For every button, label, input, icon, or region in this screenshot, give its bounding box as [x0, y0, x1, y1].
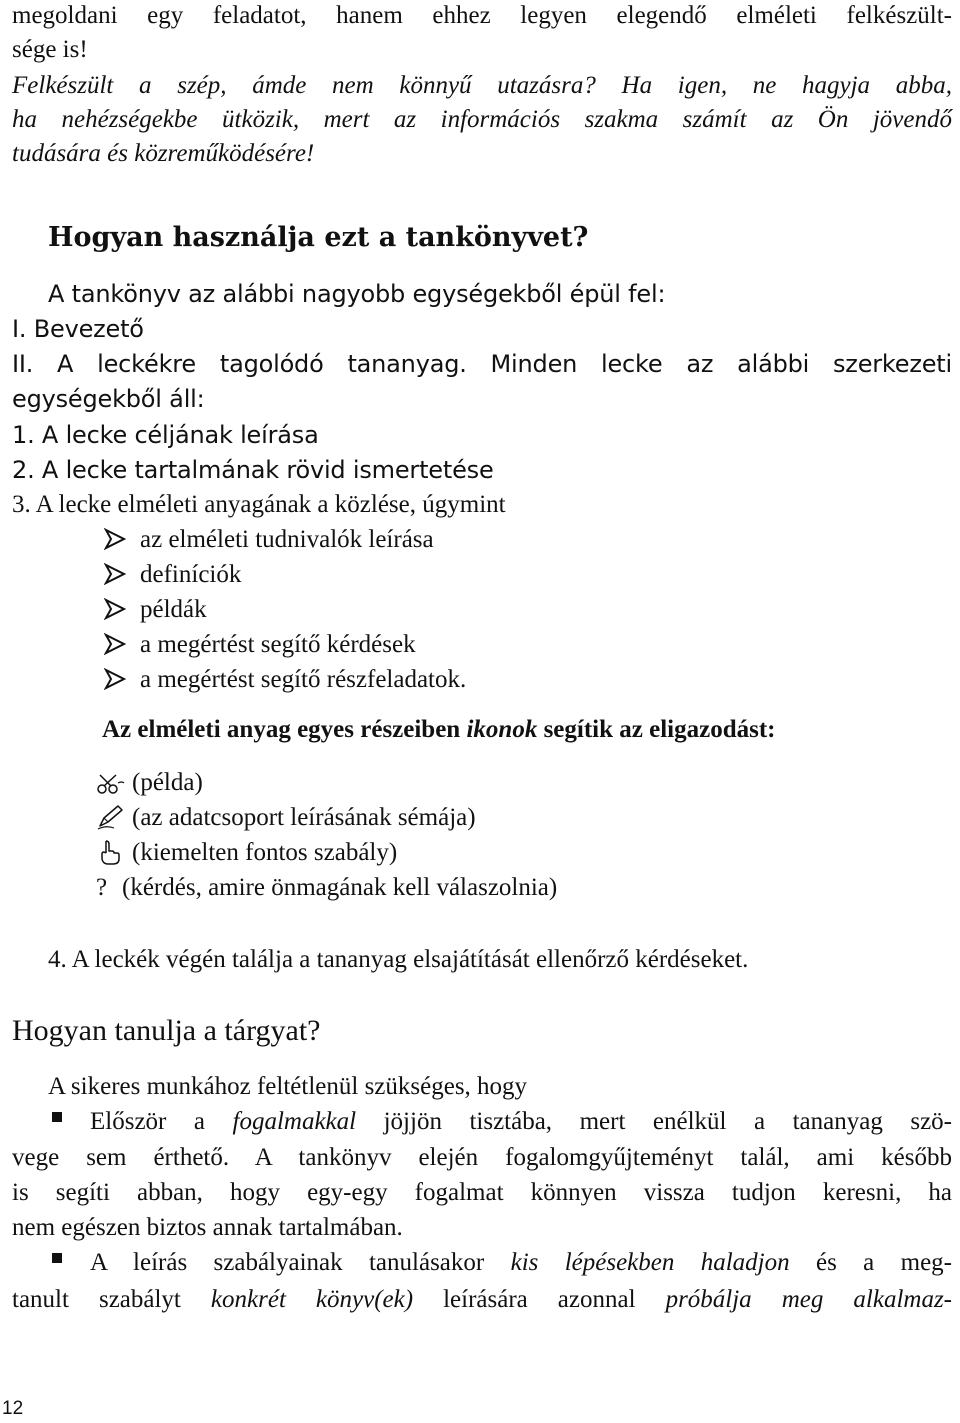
unit-1: I. Bevezető	[12, 315, 144, 343]
study-point-1-line-3: is segíti abban, hogy egy-egy fogalmat könnyen vissza tudjon keresni, ha	[12, 1179, 952, 1206]
list-item	[104, 594, 207, 626]
lesson-step-4: 4. A leckék végén találja a tananyag elsajátítását ellenőrző kérdéseket.	[48, 946, 749, 973]
list-item	[104, 559, 241, 591]
emphasis: konkrét könyv(ek)	[210, 1286, 414, 1313]
icon-legend-item	[96, 767, 203, 799]
study-point-2-line-1	[52, 1247, 952, 1279]
arrowhead-bullet-icon	[104, 633, 126, 655]
study-point-2-line-2	[12, 1284, 952, 1316]
bullet-text: a megértést segítő kérdések	[140, 631, 416, 658]
intro-line-2: sége is!	[12, 36, 88, 63]
icons-intro	[102, 714, 776, 746]
question-mark-icon: ?	[96, 874, 108, 901]
text: jöjjön tisztába, mert enélkül a tananyag szö-	[356, 1108, 952, 1135]
study-lead: A sikeres munkához feltétlenül szükséges, hogy	[48, 1073, 528, 1100]
text: Először a	[90, 1108, 233, 1135]
icon-legend-label: (példa)	[132, 769, 203, 796]
list-item	[104, 524, 434, 556]
lesson-step-2: 2. A lecke tartalmának rövid ismertetése	[12, 456, 494, 484]
text: leírására azonnal	[413, 1286, 666, 1313]
bullet-text: definíciók	[140, 561, 242, 588]
intro-italic-line-1: Felkészült a szép, ámde nem könnyű utazásra? Ha igen, ne hagyja abba,	[12, 72, 952, 99]
square-bullet-icon	[52, 1253, 62, 1263]
study-point-1-line-2: vege sem érthető. A tankönyv elején fogalomgyűjteményt talál, ami később	[12, 1144, 952, 1171]
pencil-icon	[96, 804, 126, 830]
bullet-text: a megértést segítő részfeladatok.	[140, 666, 467, 693]
study-point-1-line-1	[52, 1106, 952, 1138]
units-lead: A tankönyv az alábbi nagyobb egységekből épül fel:	[48, 280, 666, 308]
arrowhead-bullet-icon	[104, 563, 126, 585]
emphasis: kis lépésekben haladjon	[510, 1249, 790, 1276]
text: A leírás szabályainak tanulásakor	[90, 1249, 511, 1276]
icons-intro-emphasis: ikonok	[466, 716, 538, 743]
icons-intro-text: Az elméleti anyag egyes részeiben	[102, 716, 467, 743]
icon-legend-item	[96, 837, 397, 869]
unit-2-line-1: II. A leckékre tagolódó tananyag. Minden lecke az alábbi szerkezeti	[12, 350, 952, 378]
emphasis: próbálja meg alkalmaz-	[665, 1286, 952, 1313]
pointing-hand-icon	[96, 839, 126, 865]
icon-legend-item	[96, 802, 476, 834]
intro-italic-line-3: tudására és közreműködésére!	[12, 140, 315, 167]
lesson-step-1: 1. A lecke céljának leírása	[12, 421, 319, 449]
unit-2-line-2: egységekből áll:	[12, 385, 205, 413]
scissors-icon	[96, 769, 126, 795]
icons-intro-text-end: segítik az eligazodást:	[537, 716, 776, 743]
square-bullet-icon	[52, 1112, 62, 1122]
arrowhead-bullet-icon	[104, 528, 126, 550]
icon-legend-label: (kiemelten fontos szabály)	[132, 839, 398, 866]
text: tanult szabályt	[12, 1286, 211, 1313]
arrowhead-bullet-icon	[104, 598, 126, 620]
lesson-step-3: 3. A lecke elméleti anyagának a közlése, úgymint	[12, 491, 506, 518]
bullet-text: az elméleti tudnivalók leírása	[140, 526, 434, 553]
text: és a meg-	[789, 1249, 953, 1276]
list-item	[104, 664, 466, 696]
list-item	[104, 629, 416, 661]
icon-legend-label: (az adatcsoport leírásának sémája)	[132, 804, 476, 831]
study-point-1-line-4: nem egészen biztos annak tartalmában.	[12, 1214, 403, 1241]
bullet-text: példák	[140, 596, 207, 623]
section-heading-how-to-study: Hogyan tanulja a tárgyat?	[12, 1014, 321, 1047]
intro-line-1: megoldani egy feladatot, hanem ehhez legyen elegendő elméleti felkészült-	[12, 2, 952, 29]
section-heading-how-to-use: Hogyan használja ezt a tankönyvet?	[48, 222, 589, 253]
icon-legend-label: (kérdés, amire önmagának kell válaszolnia)	[122, 874, 558, 901]
arrowhead-bullet-icon	[104, 668, 126, 690]
emphasis: fogalmakkal	[232, 1108, 357, 1135]
intro-italic-line-2: ha nehézségekbe ütközik, mert az információs szakma számít az Ön jövendő	[12, 106, 952, 133]
icon-legend-item	[96, 872, 557, 904]
page-number: 12	[2, 1398, 24, 1419]
